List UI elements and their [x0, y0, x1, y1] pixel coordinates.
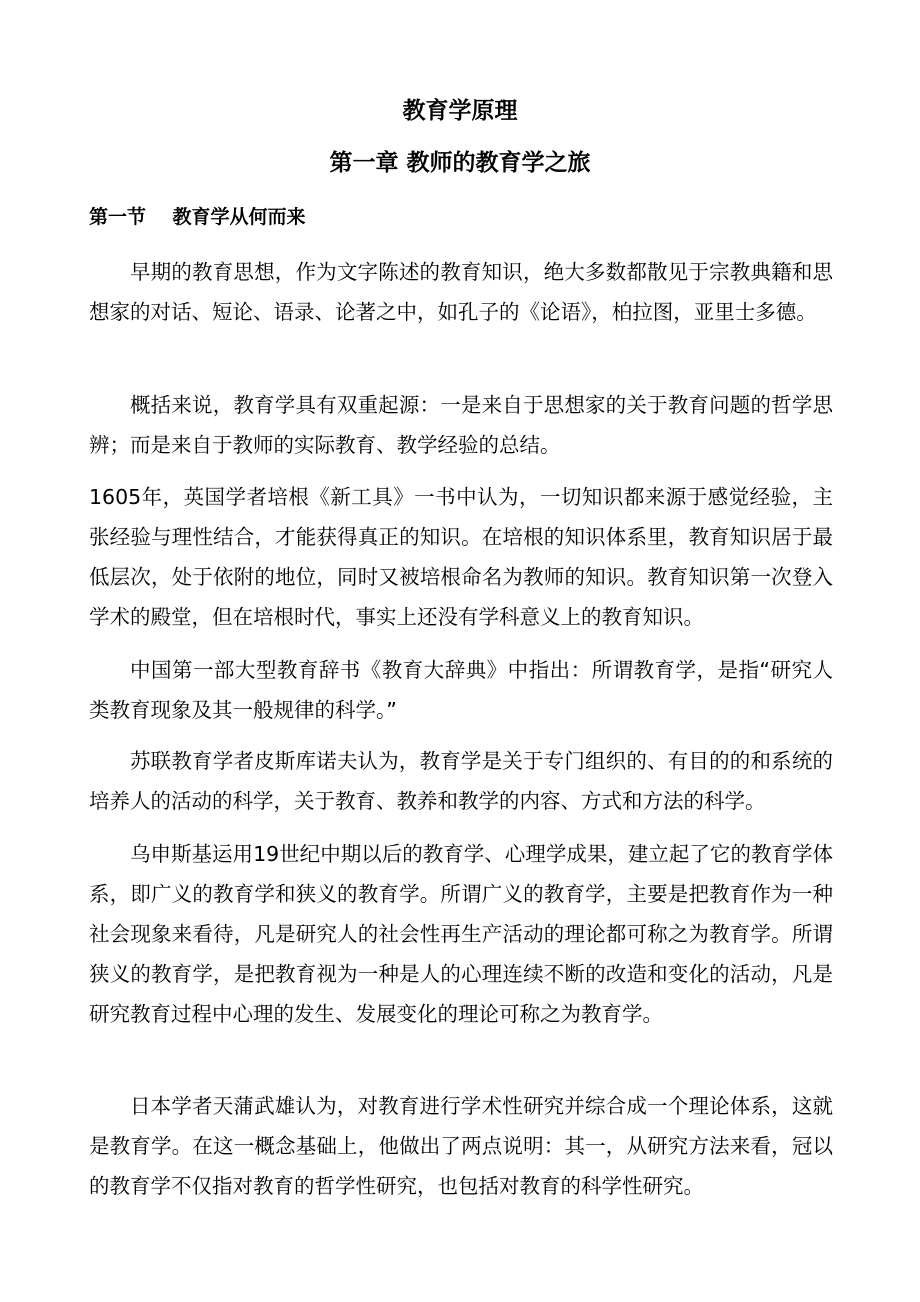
paragraph-ushinsky: 乌申斯基运用19世纪中期以后的教育学、心理学成果，建立起了它的教育学体系，即广义的教育学和狭义的教育学。所谓广义的教育学，主要是把教育作为一种社会现象来看待，凡是研究人的社会性再生产活动的理论都可称之为教育学。所谓狭义的教育学，是把教育视为一种是人的心理连续不断的改造和变化的活动，凡是研究教育过程中心理的发生、发展变化的理论可称之为教育学。 — [89, 842, 833, 1026]
section-title: 第一节 教育学从何而来 — [89, 206, 306, 228]
paragraph-dictionary: 中国第一部大型教育辞书《教育大辞典》中指出：所谓教育学，是指“研究人类教育现象及其一般规律的科学。” — [89, 658, 833, 722]
chapter-title: 第一章 教师的教育学之旅 — [329, 150, 591, 176]
paragraph-piskunov: 苏联教育学者皮斯库诺夫认为，教育学是关于专门组织的、有目的的和系统的培养人的活动的科学，关于教育、教养和教学的内容、方式和方法的科学。 — [89, 749, 833, 813]
paragraph-bacon: 1605年，英国学者培根《新工具》一书中认为，一切知识都来源于感觉经验，主张经验与理性结合，才能获得真正的知识。在培根的知识体系里，教育知识居于最低层次，处于依附的地位，同时又被培根命名为教师的知识。教育知识第一次登入学术的殿堂，但在培根时代，事实上还没有学科意义上的教育知识。 — [89, 485, 833, 629]
paragraph-japanese-scholar: 日本学者天蒲武雄认为，对教育进行学术性研究并综合成一个理论体系，这就是教育学。在这一概念基础上，他做出了两点说明：其一，从研究方法来看，冠以的教育学不仅指对教育的哲学性研究，也包括对教育的科学性研究。 — [89, 1094, 833, 1198]
paragraph-early-thought: 早期的教育思想，作为文字陈述的教育知识，绝大多数都散见于宗教典籍和思想家的对话、短论、语录、论著之中，如孔子的《论语》，柏拉图，亚里士多德。 — [89, 260, 833, 324]
document-title: 教育学原理 — [402, 98, 518, 124]
paragraph-dual-origin: 概括来说，教育学具有双重起源：一是来自于思想家的关于教育问题的哲学思辨；而是来自于教师的实际教育、教学经验的总结。 — [89, 393, 833, 457]
